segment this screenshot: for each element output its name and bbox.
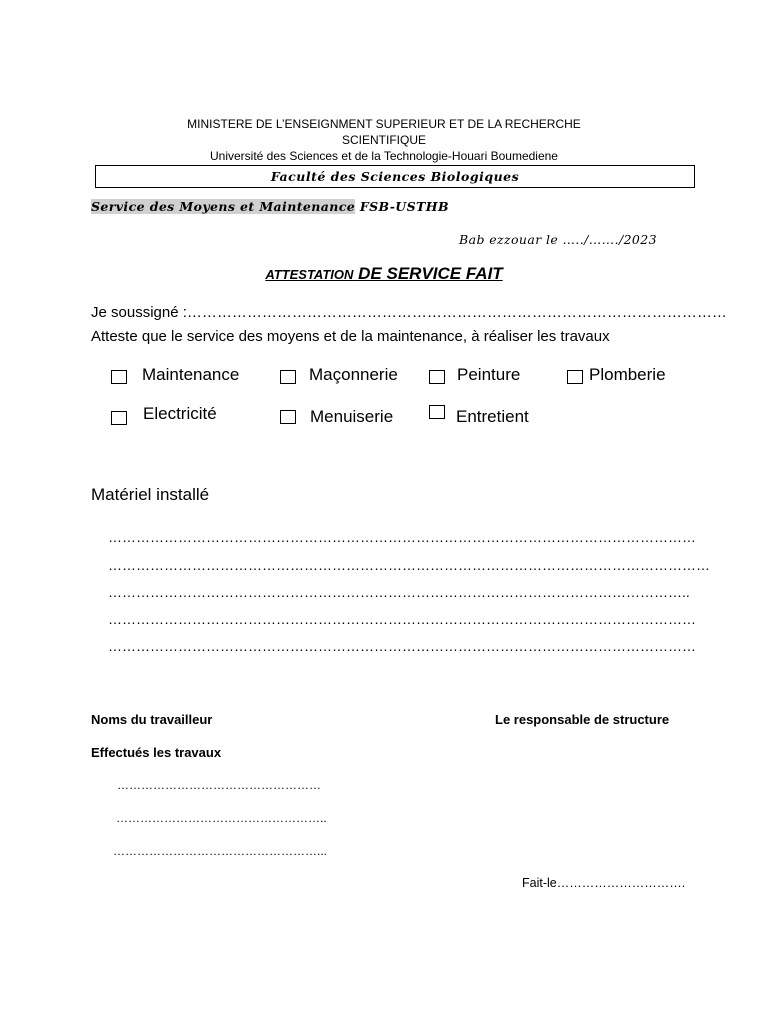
service-name: Service des Moyens et Maintenance xyxy=(91,199,356,214)
maconnerie-label: Maçonnerie xyxy=(309,365,398,384)
works-done-label: Effectués les travaux xyxy=(91,745,222,760)
electricite-checkbox[interactable] xyxy=(111,411,127,425)
materiel-line-1: ……………………………………………………………………………………………………………… xyxy=(108,529,696,545)
entretient-label: Entretient xyxy=(456,407,529,426)
ministry-line-2: SCIENTIFIQUE xyxy=(341,133,426,147)
manager-label: Le responsable de structure xyxy=(495,712,670,727)
maintenance-checkbox[interactable] xyxy=(111,370,127,384)
peinture-checkbox[interactable] xyxy=(429,370,445,384)
service-suffix: FSB-USTHB xyxy=(355,199,449,214)
title-attestation: ATTESTATION xyxy=(265,267,354,282)
worker-name-line-2: …………………………………………….. xyxy=(116,811,327,825)
fait-le-line: Fait-le…………………………. xyxy=(522,876,686,890)
plomberie-checkbox[interactable] xyxy=(567,370,583,384)
materiel-line-4: ……………………………………………………………………………………………………………… xyxy=(108,611,696,627)
materiel-line-5: ……………………………………………………………………………………………………………… xyxy=(108,638,696,654)
materiel-line-2: ………………………………………………………………………………………………………………… xyxy=(108,557,710,573)
maintenance-label: Maintenance xyxy=(142,365,240,384)
menuiserie-checkbox[interactable] xyxy=(280,410,296,424)
soussigne-line: Je soussigné :……………………………………………………………………………………………… xyxy=(91,304,727,321)
atteste-line: Atteste que le service des moyens et de la maintenance, à réaliser les travaux xyxy=(91,328,610,345)
worker-name-line-3: ……………………………………………... xyxy=(113,844,328,858)
faculty-title: Faculté des Sciences Biologiques xyxy=(95,165,695,188)
electricite-label: Electricité xyxy=(143,404,217,423)
materiel-heading: Matériel installé xyxy=(91,485,210,504)
maconnerie-checkbox[interactable] xyxy=(280,370,296,384)
date-line: Bab ezzouar le …../……./2023 xyxy=(459,232,657,247)
entretient-checkbox[interactable] xyxy=(429,405,445,419)
title-service-fait: DE SERVICE FAIT xyxy=(353,264,503,283)
peinture-label: Peinture xyxy=(457,365,521,384)
worker-name-line-1: …………………………………………… xyxy=(117,778,321,792)
menuiserie-label: Menuiserie xyxy=(310,407,394,426)
ministry-line-1: MINISTERE DE L’ENSEIGNMENT SUPERIEUR ET DE LA RECHERCHE xyxy=(187,117,581,131)
workers-label: Noms du travailleur xyxy=(91,712,213,727)
document-title xyxy=(0,264,768,284)
materiel-line-3: …………………………………………………………………………………………………………….. xyxy=(108,584,690,600)
service-line xyxy=(91,199,449,214)
plomberie-label: Plomberie xyxy=(589,365,666,384)
university-name: Université des Sciences et de la Technologie-Houari Boumediene xyxy=(210,149,558,163)
